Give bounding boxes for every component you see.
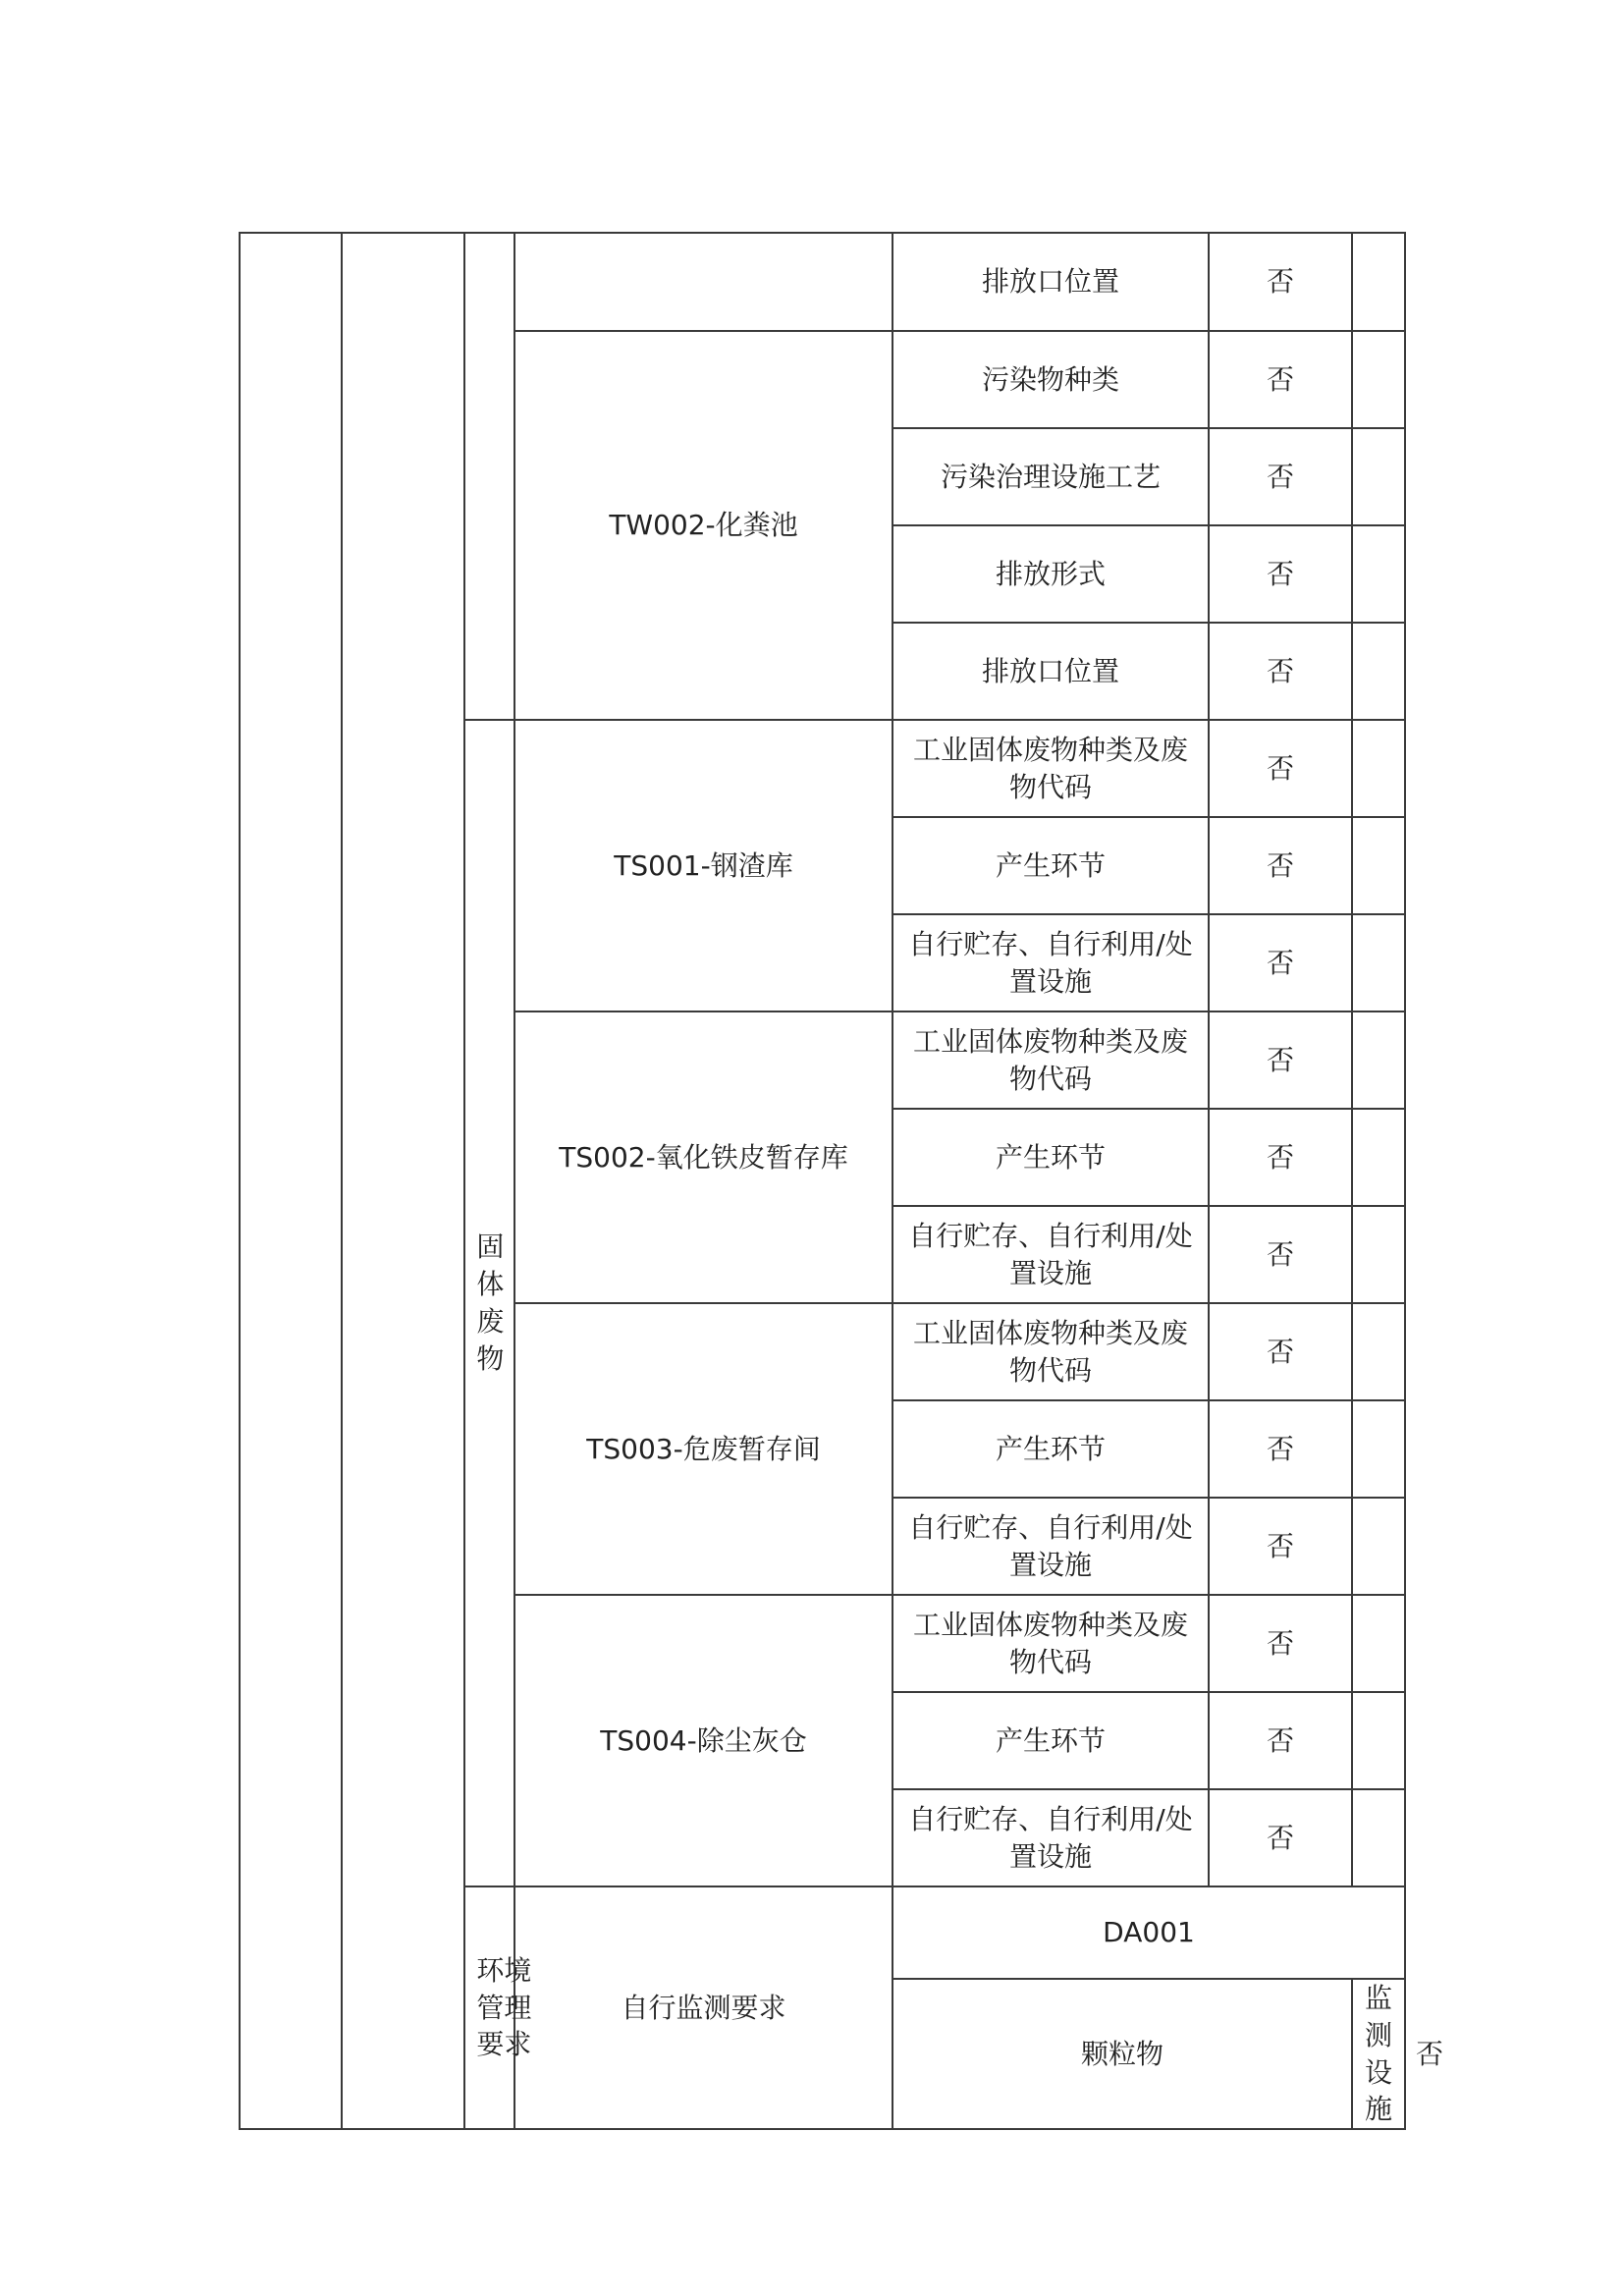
table-row xyxy=(240,233,1405,331)
outlet-cell xyxy=(514,233,893,331)
change-value: 否 xyxy=(1209,428,1352,525)
self-monitoring-label: 自行监测要求 xyxy=(514,1886,893,2129)
change-value: 否 xyxy=(1209,1206,1352,1303)
blank-cell xyxy=(1352,331,1405,428)
blank-cell xyxy=(1352,1109,1405,1206)
change-value: 否 xyxy=(1209,233,1352,331)
outlet-name: TS002-氧化铁皮暂存库 xyxy=(514,1011,893,1303)
blank-cell xyxy=(1352,1206,1405,1303)
blank-cell xyxy=(1352,720,1405,817)
pollutant-name: 颗粒物 xyxy=(893,1979,1352,2129)
change-value: 否 xyxy=(1209,525,1352,623)
change-value: 否 xyxy=(1209,720,1352,817)
outlet-name: TS003-危废暂存间 xyxy=(514,1303,893,1595)
blank-cell xyxy=(1352,1595,1405,1692)
subcategory-cell xyxy=(342,233,464,2129)
change-value: 否 xyxy=(1209,914,1352,1011)
item-name: 排放口位置 xyxy=(893,233,1209,331)
water-category-cell xyxy=(464,233,514,720)
item-name: 产生环节 xyxy=(893,1400,1209,1498)
blank-cell xyxy=(1352,1303,1405,1400)
blank-cell xyxy=(1352,1692,1405,1789)
item-name: 自行贮存、自行利用/处置设施 xyxy=(893,1206,1209,1303)
change-value: 否 xyxy=(1209,1011,1352,1109)
blank-cell xyxy=(1352,525,1405,623)
outlet-name: TS004-除尘灰仓 xyxy=(514,1595,893,1886)
table-row: 颗粒物 监测设施 否 xyxy=(240,1979,1405,2129)
blank-cell xyxy=(1352,914,1405,1011)
blank-cell xyxy=(1352,1400,1405,1498)
item-name: 污染物种类 xyxy=(893,331,1209,428)
item-name: 产生环节 xyxy=(893,1109,1209,1206)
item-name: 工业固体废物种类及废物代码 xyxy=(893,720,1209,817)
blank-cell xyxy=(1352,1011,1405,1109)
blank-cell xyxy=(1352,428,1405,525)
item-name: 排放口位置 xyxy=(893,623,1209,720)
change-value: 否 xyxy=(1209,1109,1352,1206)
blank-cell xyxy=(1352,623,1405,720)
item-name: 工业固体废物种类及废物代码 xyxy=(893,1011,1209,1109)
item-name: 产生环节 xyxy=(893,1692,1209,1789)
item-name: 自行贮存、自行利用/处置设施 xyxy=(893,1789,1209,1886)
env-management-label: 环境管理要求 xyxy=(464,1886,514,2129)
item-name: 污染治理设施工艺 xyxy=(893,428,1209,525)
change-value: 否 xyxy=(1209,1400,1352,1498)
change-value: 否 xyxy=(1209,1303,1352,1400)
solid-waste-category: 固体废物 xyxy=(464,720,514,1886)
item-name: 排放形式 xyxy=(893,525,1209,623)
item-name: 工业固体废物种类及废物代码 xyxy=(893,1303,1209,1400)
blank-cell xyxy=(1352,1789,1405,1886)
left-category-cell xyxy=(240,233,342,2129)
item-name: 监测设施 xyxy=(1352,1979,1405,2129)
blank-cell xyxy=(1352,233,1405,331)
change-value: 否 xyxy=(1209,1595,1352,1692)
outlet-code: DA001 xyxy=(893,1886,1405,1979)
change-value: 否 xyxy=(1209,817,1352,914)
item-name: 工业固体废物种类及废物代码 xyxy=(893,1595,1209,1692)
change-value: 否 xyxy=(1209,1789,1352,1886)
item-name: 自行贮存、自行利用/处置设施 xyxy=(893,1498,1209,1595)
outlet-name: TW002-化粪池 xyxy=(514,331,893,720)
outlet-name: TS001-钢渣库 xyxy=(514,720,893,1011)
item-name: 自行贮存、自行利用/处置设施 xyxy=(893,914,1209,1011)
blank-cell xyxy=(1352,817,1405,914)
blank-cell xyxy=(1352,1498,1405,1595)
review-table xyxy=(239,232,1444,2130)
item-name: 产生环节 xyxy=(893,817,1209,914)
change-value: 否 xyxy=(1209,1498,1352,1595)
change-value: 否 xyxy=(1209,1692,1352,1789)
change-value: 否 xyxy=(1209,623,1352,720)
change-value: 否 xyxy=(1209,331,1352,428)
